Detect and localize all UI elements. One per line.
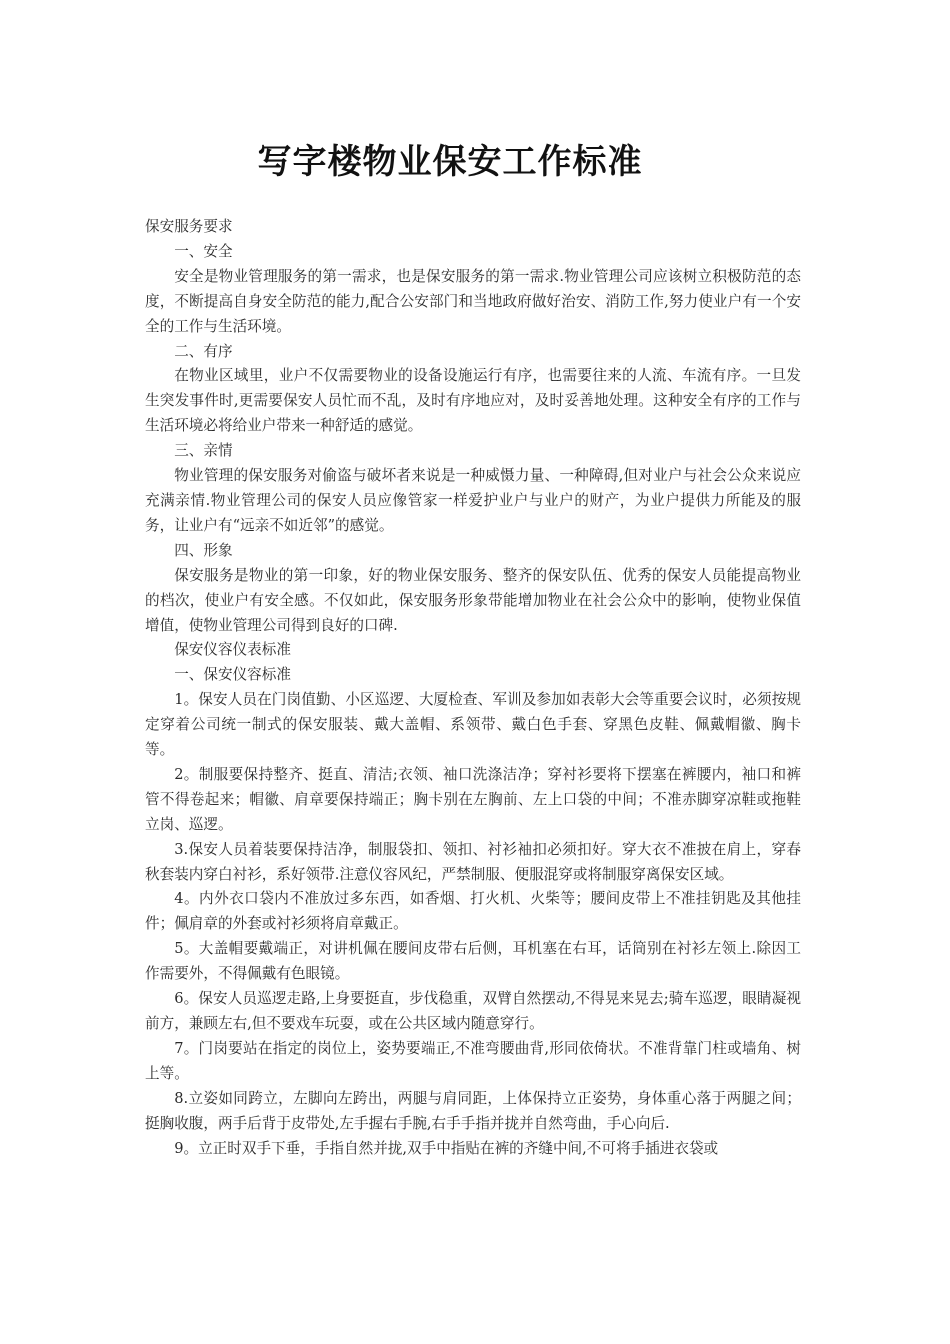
list-item-6: 6。保安人员巡逻走路,上身要挺直，步伐稳重，双臂自然摆动,不得晃来晃去;骑车巡逻，眼睛凝视前方，兼顾左右,但不要戏车玩耍，或在公共区域内随意穿行。 [145,990,801,1032]
subheading-image: 四、形象 [174,541,233,559]
list-item-1: 1。保安人员在门岗值勤、小区巡逻、大厦检查、军训及参加如表彰大会等重要会议时，必须按规定穿着公司统一制式的保安服装、戴大盖帽、系领带、戴白色手套、穿黑色皮鞋、佩戴帽徽、胸卡等。 [145,691,801,759]
subheading-appearance: 一、保安仪容标准 [174,666,291,684]
list-item-2: 2。制服要保持整齐、挺直、清洁;衣领、袖口洗涤洁净；穿衬衫要将下摆塞在裤腰内，袖口和裤管不得卷起来；帽徽、肩章要保持端正；胸卡别在左胸前、左上口袋的中间；不准赤脚穿凉鞋或拖鞋立岗、巡逻。 [145,765,801,833]
paragraph-image: 保安服务是物业的第一印象，好的物业保安服务、整齐的保安队伍、优秀的保安人员能提高物业的档次，使业户有安全感。不仅如此，保安服务形象带能增加物业在社会公众中的影响，使物业保值增值，使物业管理公司得到良好的口碑. [145,566,801,634]
list-item-3: 3.保安人员着装要保持洁净，制服袋扣、领扣、衬衫袖扣必须扣好。穿大衣不准披在肩上，穿春秋套装内穿白衬衫，系好领带.注意仪容风纪，严禁制服、便服混穿或将制服穿离保安区域。 [145,840,801,883]
list-item-7: 7。门岗要站在指定的岗位上，姿势要端正,不准弯腰曲背,形同依倚状。不准背靠门柱或墙角、树上等。 [145,1039,801,1082]
list-item-5: 5。大盖帽要戴端正，对讲机佩在腰间皮带右后侧，耳机塞在右耳，话筒别在衬衫左领上.除因工作需要外，不得佩戴有色眼镜。 [145,940,801,983]
subheading-order: 二、有序 [174,342,233,360]
list-item-4: 4。内外衣口袋内不准放过多东西，如香烟、打火机、火柴等；腰间皮带上不准挂钥匙及其他挂件；佩肩章的外套或衬衫须将肩章戴正。 [145,890,801,933]
document-title: 写字楼物业保安工作标准 [257,142,643,182]
subheading-affection: 三、亲情 [174,442,233,460]
paragraph-safety: 安全是物业管理服务的第一需求，也是保安服务的第一需求.物业管理公司应该树立积极防范的态度，不断提高自身安全防范的能力,配合公安部门和当地政府做好治安、消防工作,努力使业户有一个安全的工作与生活环境。 [145,267,801,335]
subheading-safety: 一、安全 [174,242,233,260]
paragraph-affection: 物业管理的保安服务对偷盗与破坏者来说是一种威慑力量、一种障碍,但对业户与社会公众来说应充满亲情.物业管理公司的保安人员应像管家一样爱护业户与业户的财产，为业户提供力所能及的服务，让业户有“远亲不如近邻”的感觉。 [145,467,801,534]
document-body [145,215,801,1161]
paragraph-order: 在物业区域里，业户不仅需要物业的设备设施运行有序，也需要往来的人流、车流有序。一旦发生突发事件时,更需要保安人员忙而不乱，及时有序地应对，及时妥善地处理。这种安全有序的工作与生活环境必将给业户带来一种舒适的感觉。 [145,367,801,435]
list-item-8: 8.立姿如同跨立，左脚向左跨出，两腿与肩同距，上体保持立正姿势，身体重心落于两腿之间；挺胸收腹，两手后背于皮带处,左手握右手腕,右手手指并拢并自然弯曲，手心向后. [145,1089,801,1132]
section-heading-service-requirements: 保安服务要求 [145,218,233,235]
section-heading-appearance-standards: 保安仪容仪表标准 [174,641,291,659]
list-item-9: 9。立正时双手下垂，手指自然并拢,双手中指贴在裤的齐缝中间,不可将手插进衣袋或 [174,1139,719,1157]
